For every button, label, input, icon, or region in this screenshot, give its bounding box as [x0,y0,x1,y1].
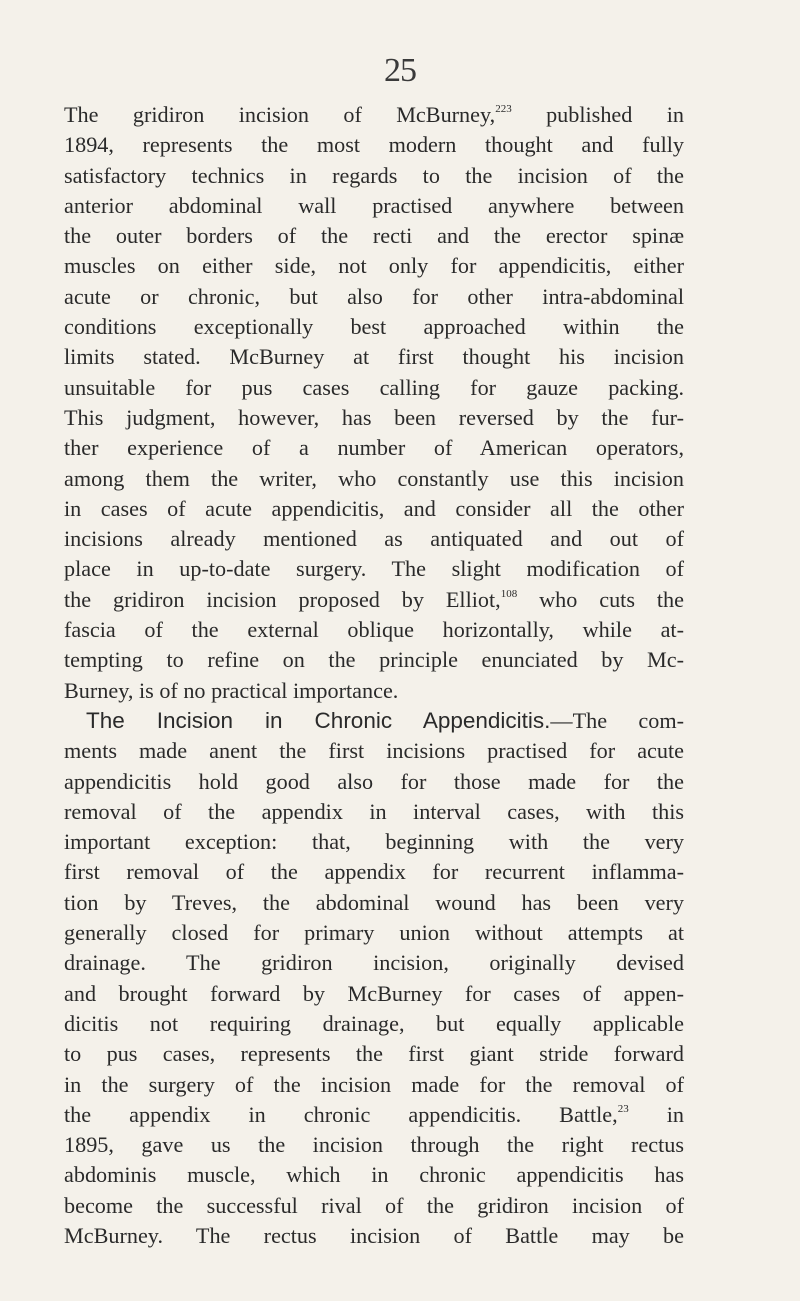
text-line: satisfactory technics in regards to the incision of the [64,162,684,188]
text-line: first removal of the appendix for recurrent inflamma- [64,859,684,885]
text-line: fascia of the external oblique horizontally, while at- [64,617,684,643]
text-line: The gridiron incision of McBurney,$^{223}$ published in [64,102,684,127]
text-line: tempting to refine on the principle enunciated by Mc- [64,647,684,673]
section-heading: The Incision in Chronic Appendicitis. [86,707,551,733]
footnote-ref: 108 [500,587,518,600]
text-line: 1894, represents the most modern thought and fully [64,132,684,158]
text-line: appendicitis hold good also for those made for the [64,768,684,794]
text-line: abdominis muscle, which in chronic appendicitis has [64,1162,684,1188]
text-line: the gridiron incision proposed by Elliot,$^{108}$ who cuts the [64,586,684,612]
footnote-ref: 23 [617,1102,629,1115]
text-line: the appendix in chronic appendicitis. Battle,$^{23}$ in [64,1101,684,1127]
footnote-ref: 223 [495,103,512,115]
text-line: muscles on either side, not only for appendicitis, either [64,253,684,279]
text-line: tion by Treves, the abdominal wound has been very [64,889,684,915]
text-line: dicitis not requiring drainage, but equally applicable [64,1010,684,1036]
text-line: This judgment, however, has been reversed by the fur- [64,404,684,430]
page-body [64,100,684,1251]
text-line: generally closed for primary union without attempts at [64,920,684,946]
text-line: limits stated. McBurney at first thought his incision [64,344,684,370]
paragraph-2 [64,706,684,1251]
text-line: 1895, gave us the incision through the right rectus [64,1132,684,1158]
text-line: important exception: that, beginning with the very [64,829,684,855]
text-line: the outer borders of the recti and the erector spinæ [64,223,684,249]
text-line: acute or chronic, but also for other intra-abdominal [64,283,684,309]
paragraph-1 [64,100,684,706]
text-line: ments made anent the first incisions practised for acute [64,738,684,764]
page-number: 25 [384,52,416,89]
text-line: in the surgery of the incision made for the removal of [64,1071,684,1097]
text-line: The Incision in Chronic Appendicitis.—The com- [86,707,684,733]
text-line: become the successful rival of the gridiron incision of [64,1192,684,1218]
text-line: unsuitable for pus cases calling for gauze packing. [64,374,684,400]
text-line: drainage. The gridiron incision, originally devised [64,950,684,976]
text-line: to pus cases, represents the first giant stride forward [64,1041,684,1067]
text-line: and brought forward by McBurney for cases of appen- [64,980,684,1006]
text-line: removal of the appendix in interval cases, with this [64,798,684,824]
text-line: anterior abdominal wall practised anywhere between [64,192,684,218]
text-line: conditions exceptionally best approached within the [64,314,684,340]
text-line: Burney, is of no practical importance. [64,677,399,703]
text-line: among them the writer, who constantly use this incision [64,465,684,491]
text-line: in cases of acute appendicitis, and consider all the other [64,495,684,521]
text-line: place in up-to-date surgery. The slight modification of [64,556,684,582]
text-line: incisions already mentioned as antiquated and out of [64,526,684,552]
text-line: ther experience of a number of American operators, [64,435,684,461]
text-line: McBurney. The rectus incision of Battle may be [64,1222,684,1248]
